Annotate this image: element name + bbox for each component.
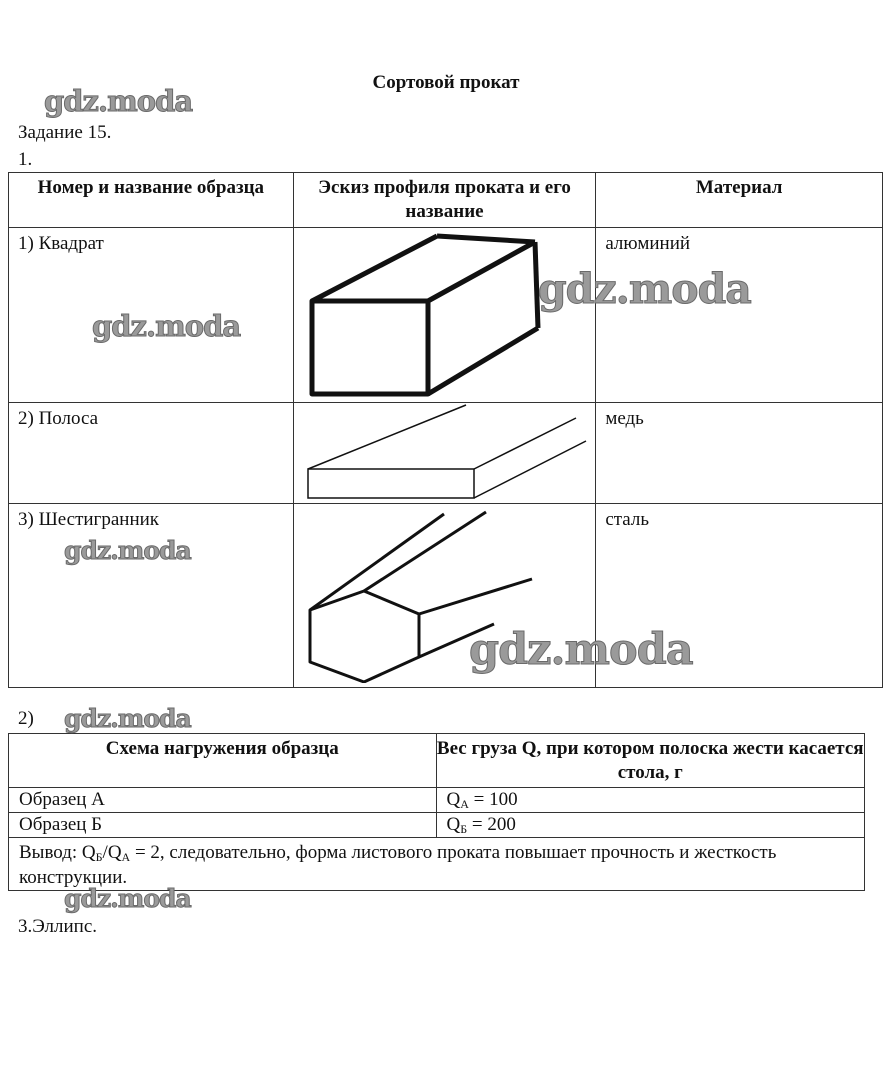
sample-cell: Образец Б xyxy=(9,813,437,838)
material-cell: медь xyxy=(596,403,883,504)
rolled-profiles-table xyxy=(8,172,883,688)
header-profile-sketch: Эскиз профиля проката и его название xyxy=(293,173,596,228)
material-cell: сталь xyxy=(596,504,883,688)
weight-cell: $Q_A = 100$ xyxy=(436,788,864,813)
square-bar-sketch xyxy=(294,228,597,398)
load-test-table xyxy=(8,733,865,891)
conclusion-cell: Вывод: $Q_Б/Q_A = 2$, следовательно, форма листового проката повышает прочность и жесткость конструкции. xyxy=(9,838,865,891)
section-1-label: 1. xyxy=(18,149,33,170)
sample-cell: Образец А xyxy=(9,788,437,813)
header-load-weight: Вес груза Q, при котором полоска жести касается стола, г xyxy=(436,734,864,788)
header-sample-name: Номер и название образца xyxy=(9,173,294,228)
table-header-row xyxy=(9,734,865,788)
table-row xyxy=(9,504,883,688)
watermark: gdz.moda xyxy=(469,625,693,675)
sketch-cell xyxy=(293,403,596,504)
watermark: gdz.moda xyxy=(92,309,241,343)
watermark: gdz.moda xyxy=(64,884,191,913)
watermark: gdz.moda xyxy=(538,265,751,313)
section-2-label: 2) xyxy=(18,708,34,729)
table-row xyxy=(9,838,865,891)
flat-strip-sketch xyxy=(294,403,597,499)
watermark: gdz.moda xyxy=(64,704,191,733)
sample-name-cell: 3) Шестигранник xyxy=(9,504,294,688)
page-title: Сортовой прокат xyxy=(372,72,520,93)
watermark: gdz.moda xyxy=(44,84,193,118)
task-label: Задание 15. xyxy=(18,122,112,143)
table-row xyxy=(9,403,883,504)
table-row xyxy=(9,788,865,813)
table-header-row xyxy=(9,173,883,228)
sketch-cell xyxy=(293,228,596,403)
watermark: gdz.moda xyxy=(64,536,191,565)
material-cell: алюминий xyxy=(596,228,883,403)
header-load-scheme: Схема нагружения образца xyxy=(9,734,437,788)
table-row xyxy=(9,813,865,838)
section-3-answer: 3.Эллипс. xyxy=(18,916,98,937)
weight-cell: $Q_Б = 200$ xyxy=(436,813,864,838)
sample-name-cell: 1) Квадрат xyxy=(9,228,294,403)
header-material: Материал xyxy=(596,173,883,228)
sample-name-cell: 2) Полоса xyxy=(9,403,294,504)
